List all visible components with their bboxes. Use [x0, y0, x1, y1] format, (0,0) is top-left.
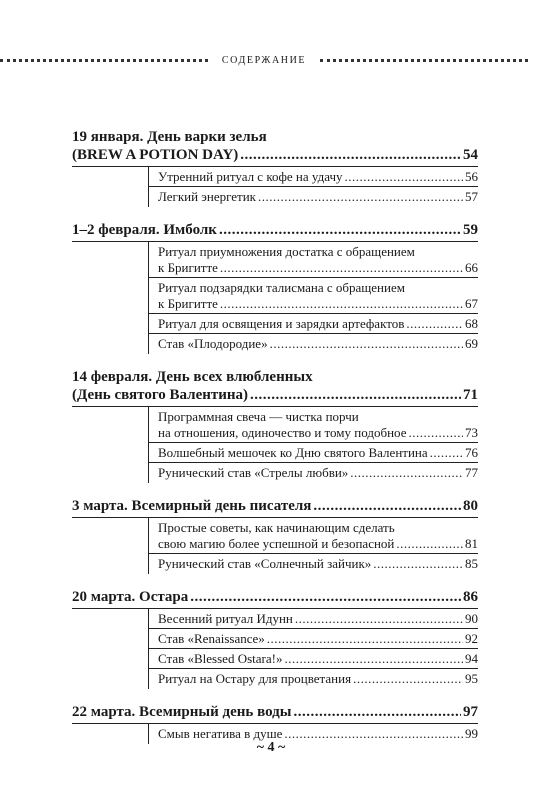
section-heading-line: 14 февраля. День всех влюбленных [72, 369, 313, 385]
section-heading-row [72, 703, 478, 721]
subentry-row [158, 556, 478, 572]
list-item [148, 187, 478, 207]
section-page-number: 86 [463, 589, 478, 605]
subentry-page-number: 76 [465, 445, 478, 460]
toc-section [72, 588, 478, 689]
subentry-text: свою магию более успешной и безопасной [158, 536, 395, 551]
subentry-text: Легкий энергетик [158, 189, 257, 204]
subentry-list [72, 518, 478, 574]
subentry-page-number: 57 [465, 189, 478, 204]
subentry-page-number: 67 [465, 296, 478, 311]
section-heading-text: (BREW A POTION DAY) [72, 147, 239, 163]
subentry-page-number: 56 [465, 169, 478, 184]
subentry-page-number: 73 [465, 425, 478, 440]
dot-leader [220, 260, 463, 276]
running-header [0, 52, 542, 68]
section-page-number: 71 [463, 387, 478, 403]
list-item [148, 443, 478, 463]
subentry-page-number: 99 [465, 726, 478, 741]
section-heading-row [72, 497, 478, 515]
list-item [148, 463, 478, 483]
dot-leader [353, 671, 463, 687]
dot-leader [258, 189, 463, 205]
section-heading [72, 368, 478, 404]
subentry-row [158, 465, 478, 481]
subentry-text: Утренний ритуал с кофе на удачу [158, 169, 343, 184]
subentry-text: Став «Blessed Ostara!» [158, 651, 283, 666]
subentry-row [158, 671, 478, 687]
subentry-row [158, 425, 478, 441]
section-heading-text: 22 марта. Всемирный день воды [72, 704, 292, 720]
section-page-number: 54 [463, 147, 478, 163]
dot-leader [220, 296, 463, 312]
subentry-line: Ритуал приумножения достатка с обращением [158, 244, 415, 259]
subentry-line: Программная свеча — чистка порчи [158, 409, 359, 424]
subentry-row [158, 651, 478, 667]
toc-section [72, 497, 478, 574]
page-number: ~ 4 ~ [256, 740, 286, 755]
dot-leader [430, 445, 463, 461]
section-heading [72, 221, 478, 239]
dot-leader [313, 497, 461, 515]
dot-leader [284, 651, 463, 667]
list-item [148, 314, 478, 334]
subentry-text: Весенний ритуал Идунн [158, 611, 293, 626]
subentry-text: Рунический став «Солнечный зайчик» [158, 556, 372, 571]
section-page-number: 97 [463, 704, 478, 720]
dot-leader [295, 611, 463, 627]
subentry-row [158, 169, 478, 185]
subentry-row [158, 189, 478, 205]
subentry-text: Ритуал для освящения и зарядки артефактов [158, 316, 405, 331]
dot-leader [250, 386, 461, 404]
section-heading-text: 1–2 февраля. Имболк [72, 222, 217, 238]
dot-leader [219, 221, 461, 239]
subentry-page-number: 77 [465, 465, 478, 480]
dot-leader [406, 316, 463, 332]
section-heading [72, 497, 478, 515]
subentry-page-number: 68 [465, 316, 478, 331]
section-heading-line: 19 января. День варки зелья [72, 129, 267, 145]
subentry-page-number: 90 [465, 611, 478, 626]
list-item [148, 518, 478, 554]
subentry-line: Простые советы, как начинающим сделать [158, 520, 395, 535]
section-heading-row [72, 221, 478, 239]
dot-leader [293, 703, 461, 721]
subentry-list [72, 407, 478, 483]
section-heading-text: 20 марта. Остара [72, 589, 189, 605]
subentry-list [72, 609, 478, 689]
dot-leader [190, 588, 461, 606]
subentry-text: Смыв негатива в душе [158, 726, 283, 741]
subentry-row [158, 536, 478, 552]
subentry-page-number: 66 [465, 260, 478, 275]
subentry-text: на отношения, одиночество и тому подобное [158, 425, 407, 440]
subentry-row [158, 296, 478, 312]
subentry-row [158, 445, 478, 461]
section-heading-row [72, 386, 478, 404]
table-of-contents [72, 128, 478, 744]
section-page-number: 59 [463, 222, 478, 238]
toc-section [72, 368, 478, 483]
list-item [148, 278, 478, 314]
toc-section [72, 221, 478, 354]
dot-leader [345, 169, 464, 185]
subentry-list [72, 242, 478, 354]
subentry-page-number: 81 [465, 536, 478, 551]
subentry-row [158, 316, 478, 332]
subentry-page-number: 95 [465, 671, 478, 686]
section-heading [72, 588, 478, 606]
list-item [148, 629, 478, 649]
toc-section [72, 703, 478, 744]
section-heading [72, 703, 478, 721]
toc-section [72, 128, 478, 207]
dot-leader [408, 425, 463, 441]
subentry-text: Ритуал на Остару для процветания [158, 671, 352, 686]
list-item [148, 554, 478, 574]
subentry-text: Став «Renaissance» [158, 631, 265, 646]
section-heading-text: 3 марта. Всемирный день писателя [72, 498, 312, 514]
subentry-text: Волшебный мешочек ко Дню святого Валентина [158, 445, 428, 460]
section-heading-row [72, 146, 478, 164]
list-item [148, 407, 478, 443]
subentry-text: Став «Плодородие» [158, 336, 268, 351]
list-item [148, 649, 478, 669]
subentry-list [72, 167, 478, 207]
section-heading-row [72, 588, 478, 606]
dot-leader [267, 631, 463, 647]
subentry-row [158, 611, 478, 627]
dot-leader [396, 536, 463, 552]
subentry-line: Ритуал подзарядки талисмана с обращением [158, 280, 405, 295]
list-item [148, 609, 478, 629]
section-heading [72, 128, 478, 164]
subentry-page-number: 92 [465, 631, 478, 646]
subentry-text: Рунический став «Стрелы любви» [158, 465, 349, 480]
list-item [148, 167, 478, 187]
section-heading-text: (День святого Валентина) [72, 387, 249, 403]
subentry-row [158, 260, 478, 276]
header-title: СОДЕРЖАНИЕ [221, 54, 307, 66]
section-page-number: 80 [463, 498, 478, 514]
subentry-row [158, 631, 478, 647]
list-item [148, 669, 478, 689]
subentry-text: к Бригитте [158, 260, 218, 275]
list-item [148, 334, 478, 354]
subentry-page-number: 94 [465, 651, 478, 666]
header-dotted-rule-left [0, 59, 208, 62]
subentry-text: к Бригитте [158, 296, 218, 311]
list-item [148, 242, 478, 278]
dot-leader [270, 336, 463, 352]
subentry-row [158, 336, 478, 352]
dot-leader [240, 146, 461, 164]
subentry-page-number: 85 [465, 556, 478, 571]
dot-leader [373, 556, 463, 572]
dot-leader [350, 465, 463, 481]
header-dotted-rule-right [320, 59, 528, 62]
subentry-page-number: 69 [465, 336, 478, 351]
